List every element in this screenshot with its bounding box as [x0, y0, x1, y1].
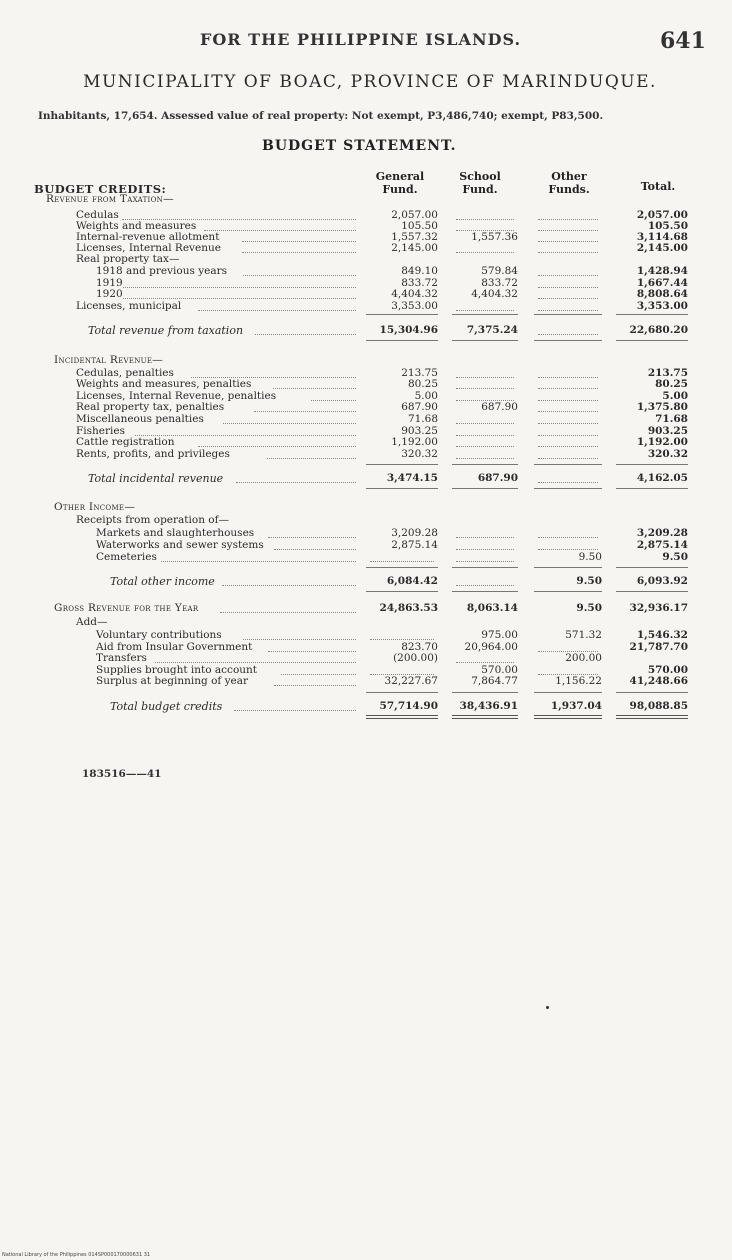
cell-general: 833.72: [401, 276, 438, 289]
table-row-label: Weights and measures: [76, 220, 197, 232]
cell-total: 3,209.28: [636, 527, 688, 540]
empty-cell-dashes: [456, 252, 514, 253]
empty-cell-dashes: [538, 219, 598, 220]
cell-general: 71.68: [407, 412, 438, 425]
empty-cell-dashes: [538, 310, 598, 311]
cell-other: 9.50: [576, 575, 602, 588]
cell-total: 8,808.64: [636, 288, 688, 300]
sum-rule: [366, 488, 438, 489]
cell-general: 105.50: [401, 220, 438, 232]
empty-cell-dashes: [370, 561, 434, 562]
cell-school: 7,864.77: [471, 675, 518, 688]
empty-cell-dashes: [538, 446, 598, 447]
total-other-income: Total other income: [110, 575, 215, 589]
table-row-label: Cattle registration: [76, 436, 175, 449]
total-budget-credits: Total budget credits: [110, 699, 223, 713]
empty-cell-dashes: [456, 458, 514, 459]
column-header-total: Total.: [640, 180, 676, 193]
table-row-label: Surplus at beginning of year: [96, 675, 249, 688]
column-header-general-fund: General Fund.: [375, 170, 425, 196]
section-revenue-from-taxation: Revenue from Taxation—: [46, 193, 174, 205]
empty-cell-dashes: [538, 334, 598, 335]
cell-school: 38,436.91: [459, 699, 518, 712]
cell-total: 1,192.00: [636, 436, 688, 449]
footer-code: 183516——41: [82, 768, 162, 780]
cell-total: 320.32: [647, 447, 688, 460]
cell-school: 687.90: [477, 472, 518, 485]
table-row-label: Weights and measures, penalties: [76, 378, 252, 391]
table-row-label: 1918 and previous years: [96, 265, 228, 277]
cell-total: 105.50: [647, 220, 688, 232]
table-row-label: Voluntary contributions: [96, 629, 222, 642]
leader-dots: [273, 388, 356, 389]
table-row-label: Licenses, Internal Revenue, penalties: [76, 389, 277, 402]
sum-rule: [534, 692, 602, 693]
cell-total: 1,375.80: [636, 401, 688, 414]
cell-total: 1,428.94: [636, 265, 688, 277]
sum-rule: [534, 591, 602, 592]
cell-general: 1,192.00: [391, 436, 438, 449]
empty-cell-dashes: [538, 275, 598, 276]
empty-cell-dashes: [538, 241, 598, 242]
table-row-label: Transfers: [96, 652, 147, 665]
column-header-other-funds: Other Funds.: [548, 170, 590, 196]
cell-total: 32,936.17: [629, 602, 688, 615]
sum-rule: [616, 488, 688, 489]
cell-general: 5.00: [414, 389, 438, 402]
leader-dots: [161, 561, 356, 562]
cell-total: 3,114.68: [636, 231, 688, 243]
statement-heading: BUDGET STATEMENT.: [262, 138, 457, 154]
leader-dots: [242, 241, 356, 242]
cell-school: 1,557.36: [471, 231, 518, 243]
cell-total: 3,353.00: [636, 299, 688, 312]
table-row-label: Licenses, municipal: [76, 299, 182, 312]
sum-rule: [534, 464, 602, 465]
section-incidental-revenue: Incidental Revenue—: [54, 353, 164, 366]
page-number: 641: [660, 28, 706, 54]
cell-total: 9.50: [662, 551, 688, 564]
sum-rule: [452, 464, 518, 465]
section-other-income: Other Income—: [54, 501, 136, 514]
document-title: MUNICIPALITY OF BOAC, PROVINCE OF MARINDUQUE.: [83, 72, 657, 92]
table-row-label: Real property tax, penalties: [76, 401, 225, 414]
cell-school: 833.72: [481, 276, 518, 289]
leader-dots: [198, 310, 356, 311]
table-row-label: Supplies brought into account: [96, 663, 258, 676]
empty-cell-dashes: [456, 435, 514, 436]
leader-dots: [234, 710, 356, 711]
cell-general: 2,875.14: [391, 539, 438, 552]
leader-dots: [243, 275, 356, 276]
leader-dots: [242, 252, 356, 253]
cell-total: 213.75: [647, 366, 688, 379]
cell-general: 849.10: [401, 265, 438, 277]
sum-rule: [366, 314, 438, 315]
sum-rule: [452, 488, 518, 489]
cell-school: 4,404.32: [471, 288, 518, 300]
cell-total: 5.00: [662, 389, 688, 402]
cell-school: 687.90: [481, 401, 518, 414]
cell-general: 4,404.32: [391, 288, 438, 300]
empty-cell-dashes: [456, 423, 514, 424]
sum-rule: [616, 464, 688, 465]
cell-school: 579.84: [481, 265, 518, 277]
cell-school: 7,375.24: [466, 323, 518, 336]
cell-other: 9.50: [578, 551, 602, 564]
column-header-school-fund: School Fund.: [459, 170, 501, 196]
cell-general: 15,304.96: [379, 323, 438, 336]
cell-general: 2,145.00: [391, 242, 438, 254]
cell-general: 6,084.42: [386, 575, 438, 588]
leader-dots: [274, 549, 356, 550]
cell-school: 20,964.00: [464, 640, 518, 653]
gross-revenue-for-the-year: Gross Revenue for the Year: [54, 602, 199, 615]
cell-school: 8,063.14: [466, 602, 518, 615]
leader-dots: [267, 458, 356, 459]
sum-rule: [534, 567, 602, 568]
cell-total: 903.25: [647, 424, 688, 437]
cell-general: 3,353.00: [391, 299, 438, 312]
cell-total: 98,088.85: [629, 699, 688, 712]
sum-rule: [452, 314, 518, 315]
subsection-receipts: Receipts from operation of—: [76, 514, 230, 527]
sum-rule: [366, 567, 438, 568]
empty-cell-dashes: [456, 585, 514, 586]
empty-cell-dashes: [456, 446, 514, 447]
cell-general: 823.70: [401, 640, 438, 653]
cell-general: 3,474.15: [386, 472, 438, 485]
library-watermark: National Library of the Philippines 014SP000170000631 31: [2, 1252, 151, 1258]
empty-cell-dashes: [538, 537, 598, 538]
cell-school: 570.00: [481, 663, 518, 676]
leader-dots: [268, 537, 356, 538]
leader-dots: [220, 612, 356, 613]
leader-dots: [268, 651, 356, 652]
empty-cell-dashes: [538, 400, 598, 401]
running-head: FOR THE PHILIPPINE ISLANDS.: [200, 30, 522, 49]
ink-speck: [546, 1006, 549, 1009]
table-row-label: Cemeteries: [96, 551, 157, 564]
table-row-label: 1919: [96, 276, 123, 289]
cell-general: 57,714.90: [379, 699, 438, 712]
sum-rule: [452, 591, 518, 592]
cell-other: 1,156.22: [555, 675, 602, 688]
empty-cell-dashes: [538, 287, 598, 288]
empty-cell-dashes: [538, 482, 598, 483]
inhabitants-line: Inhabitants, 17,654. Assessed value of real property: Not exempt, P3,486,740; exempt, P83,500.: [38, 110, 604, 122]
empty-cell-dashes: [538, 298, 598, 299]
cell-total: 71.68: [655, 412, 688, 425]
sum-rule: [616, 340, 688, 341]
cell-other: 200.00: [565, 652, 602, 665]
table-row-label: 1920: [96, 288, 123, 300]
sum-rule: [534, 340, 602, 341]
empty-cell-dashes: [456, 310, 514, 311]
double-rule: [452, 715, 518, 719]
sum-rule: [534, 488, 602, 489]
cell-other: 1,937.04: [550, 699, 602, 712]
cell-general: 32,227.67: [384, 675, 438, 688]
sum-rule: [452, 567, 518, 568]
sum-rule: [366, 591, 438, 592]
subsection-add: Add—: [76, 616, 108, 629]
cell-total: 22,680.20: [629, 323, 688, 336]
budget-credits-heading: BUDGET CREDITS:: [34, 182, 167, 196]
total-incidental-revenue: Total incidental revenue: [88, 472, 224, 486]
leader-dots: [254, 411, 356, 412]
leader-dots: [222, 585, 356, 586]
empty-cell-dashes: [456, 377, 514, 378]
cell-total: 21,787.70: [629, 640, 688, 653]
cell-general: 903.25: [401, 424, 438, 437]
cell-general: 80.25: [407, 378, 438, 391]
sum-rule: [366, 692, 438, 693]
cell-total: 2,875.14: [636, 539, 688, 552]
table-row-label: Licenses, Internal Revenue: [76, 242, 221, 254]
empty-cell-dashes: [456, 561, 514, 562]
cell-general: 24,863.53: [379, 602, 438, 615]
table-row-label: Waterworks and sewer systems: [96, 539, 264, 552]
subsection-real-property-tax: Real property tax—: [76, 253, 180, 265]
leader-dots: [255, 334, 356, 335]
cell-total: 1,667.44: [636, 276, 688, 289]
cell-total: 41,248.66: [629, 675, 688, 688]
table-row-label: Aid from Insular Government: [96, 640, 253, 653]
sum-rule: [616, 591, 688, 592]
leader-dots: [123, 287, 356, 288]
cell-general: 2,057.00: [391, 209, 438, 221]
empty-cell-dashes: [538, 388, 598, 389]
table-row-label: Miscellaneous penalties: [76, 412, 204, 425]
empty-cell-dashes: [456, 388, 514, 389]
cell-general: 687.90: [401, 401, 438, 414]
cell-other: 571.32: [565, 629, 602, 642]
leader-dots: [223, 423, 356, 424]
cell-general: 213.75: [401, 366, 438, 379]
table-row-label: Fisheries: [76, 424, 125, 437]
empty-cell-dashes: [538, 458, 598, 459]
table-row-label: Cedulas: [76, 209, 119, 221]
sum-rule: [452, 340, 518, 341]
sum-rule: [534, 314, 602, 315]
leader-dots: [243, 639, 356, 640]
cell-total: 80.25: [655, 378, 688, 391]
empty-cell-dashes: [538, 549, 598, 550]
sum-rule: [366, 340, 438, 341]
empty-cell-dashes: [538, 411, 598, 412]
leader-dots: [274, 685, 356, 686]
cell-total: 2,057.00: [636, 209, 688, 221]
cell-general: 1,557.32: [391, 231, 438, 243]
empty-cell-dashes: [538, 435, 598, 436]
table-row-label: Rents, profits, and privileges: [76, 447, 230, 460]
table-row-label: Cedulas, penalties: [76, 366, 174, 379]
double-rule: [366, 715, 438, 719]
empty-cell-dashes: [456, 537, 514, 538]
sum-rule: [616, 692, 688, 693]
empty-cell-dashes: [538, 230, 598, 231]
leader-dots: [281, 674, 356, 675]
total-revenue-from-taxation: Total revenue from taxation: [88, 323, 244, 337]
cell-total: 570.00: [647, 663, 688, 676]
double-rule: [616, 715, 688, 719]
cell-general: (200.00): [393, 652, 438, 665]
cell-other: 9.50: [576, 602, 602, 615]
cell-total: 4,162.05: [636, 472, 688, 485]
cell-total: 1,546.32: [636, 629, 688, 642]
empty-cell-dashes: [456, 549, 514, 550]
empty-cell-dashes: [538, 252, 598, 253]
table-row-label: Internal-revenue allotment: [76, 231, 220, 243]
leader-dots: [311, 400, 356, 401]
table-row-label: Markets and slaughterhouses: [96, 527, 255, 540]
leader-dots: [236, 482, 356, 483]
leader-dots: [204, 230, 356, 231]
sum-rule: [616, 567, 688, 568]
sum-rule: [452, 692, 518, 693]
cell-general: 320.32: [401, 447, 438, 460]
empty-cell-dashes: [456, 219, 514, 220]
double-rule: [534, 715, 602, 719]
sum-rule: [366, 464, 438, 465]
sum-rule: [616, 314, 688, 315]
empty-cell-dashes: [538, 423, 598, 424]
cell-total: 2,145.00: [636, 242, 688, 254]
empty-cell-dashes: [538, 377, 598, 378]
cell-school: 975.00: [481, 629, 518, 642]
cell-total: 6,093.92: [636, 575, 688, 588]
cell-general: 3,209.28: [391, 527, 438, 540]
